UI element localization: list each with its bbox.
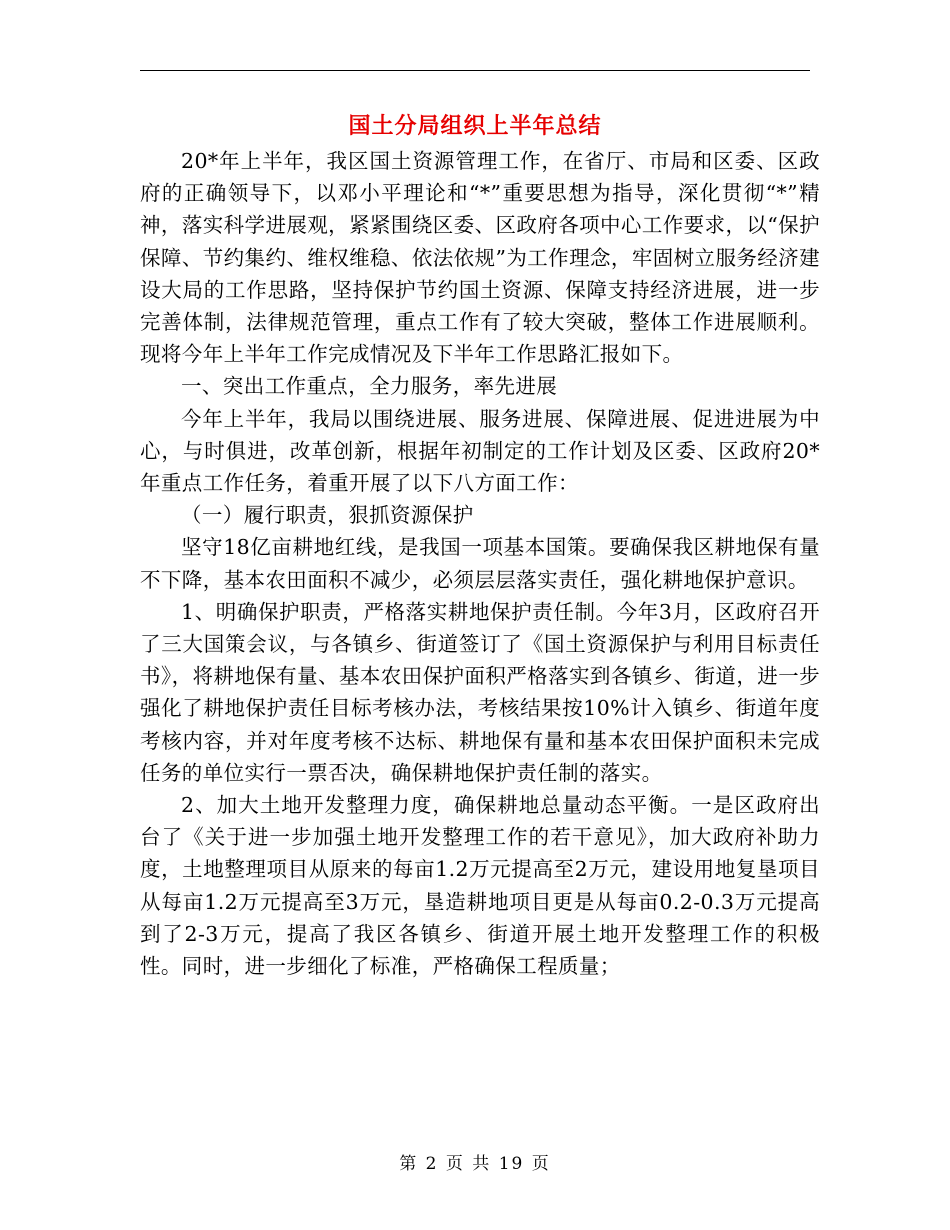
paragraph-section-1-intro: 今年上半年，我局以围绕进展、服务进展、保障进展、促进进展为中心，与时俱进，改革创新，根据年初制定的工作计划及区委、区政府20*年重点工作任务，着重开展了以下八方面工作： [140,406,820,496]
paragraph-item-1: 1、明确保护职责，严格落实耕地保护责任制。今年3月，区政府召开了三大国策会议，与各镇乡、街道签订了《国土资源保护与利用目标责任书》，将耕地保有量、基本农田保护面积严格落实到各镇乡、街道，进一步强化了耕地保护责任目标考核办法，考核结果按10%计入镇乡、街道年度考核内容，并对年度考核不达标、耕地保有量和基本农田保护面积未完成任务的单位实行一票否决，确保耕地保护责任制的落实。 [140,599,820,785]
subheading-1: （一）履行职责，狠抓资源保护 [181,503,474,528]
paragraph-item-2: 2、加大土地开发整理力度，确保耕地总量动态平衡。一是区政府出台了《关于进一步加强土地开发整理工作的若干意见》，加大政府补助力度，土地整理项目从原来的每亩1.2万元提高至2万元，建设用地复垦项目从每亩1.2万元提高至3万元，垦造耕地项目更是从每亩0.2-0.3万元提高到了2-3万元，提高了我区各镇乡、街道开展土地开发整理工作的积极性。同时，进一步细化了标准，严格确保工程质量； [140,793,820,979]
paragraph-farmland-redline: 坚守18亿亩耕地红线，是我国一项基本国策。要确保我区耕地保有量不下降，基本农田面积不减少，必须层层落实责任，强化耕地保护意识。 [140,535,820,592]
paragraph-intro: 20*年上半年，我区国土资源管理工作，在省厅、市局和区委、区政府的正确领导下，以邓小平理论和“*”重要思想为指导，深化贯彻“*”精神，落实科学进展观，紧紧围绕区委、区政府各项中心工作要求，以“保护保障、节约集约、维权维稳、依法依规”为工作理念，牢固树立服务经济建设大局的工作思路，坚持保护节约国土资源、保障支持经济进展，进一步完善体制，法律规范管理，重点工作有了较大突破，整体工作进展顺利。现将今年上半年工作完成情况及下半年工作思路汇报如下。 [140,149,820,367]
heading-section-1: 一、突出工作重点，全力服务，率先进展 [181,374,558,399]
document-body [140,145,820,982]
document-title: 国土分局组织上半年总结 [348,113,602,139]
page-number: 第 2 页 共 19 页 [399,1154,551,1174]
header-rule [140,70,810,71]
